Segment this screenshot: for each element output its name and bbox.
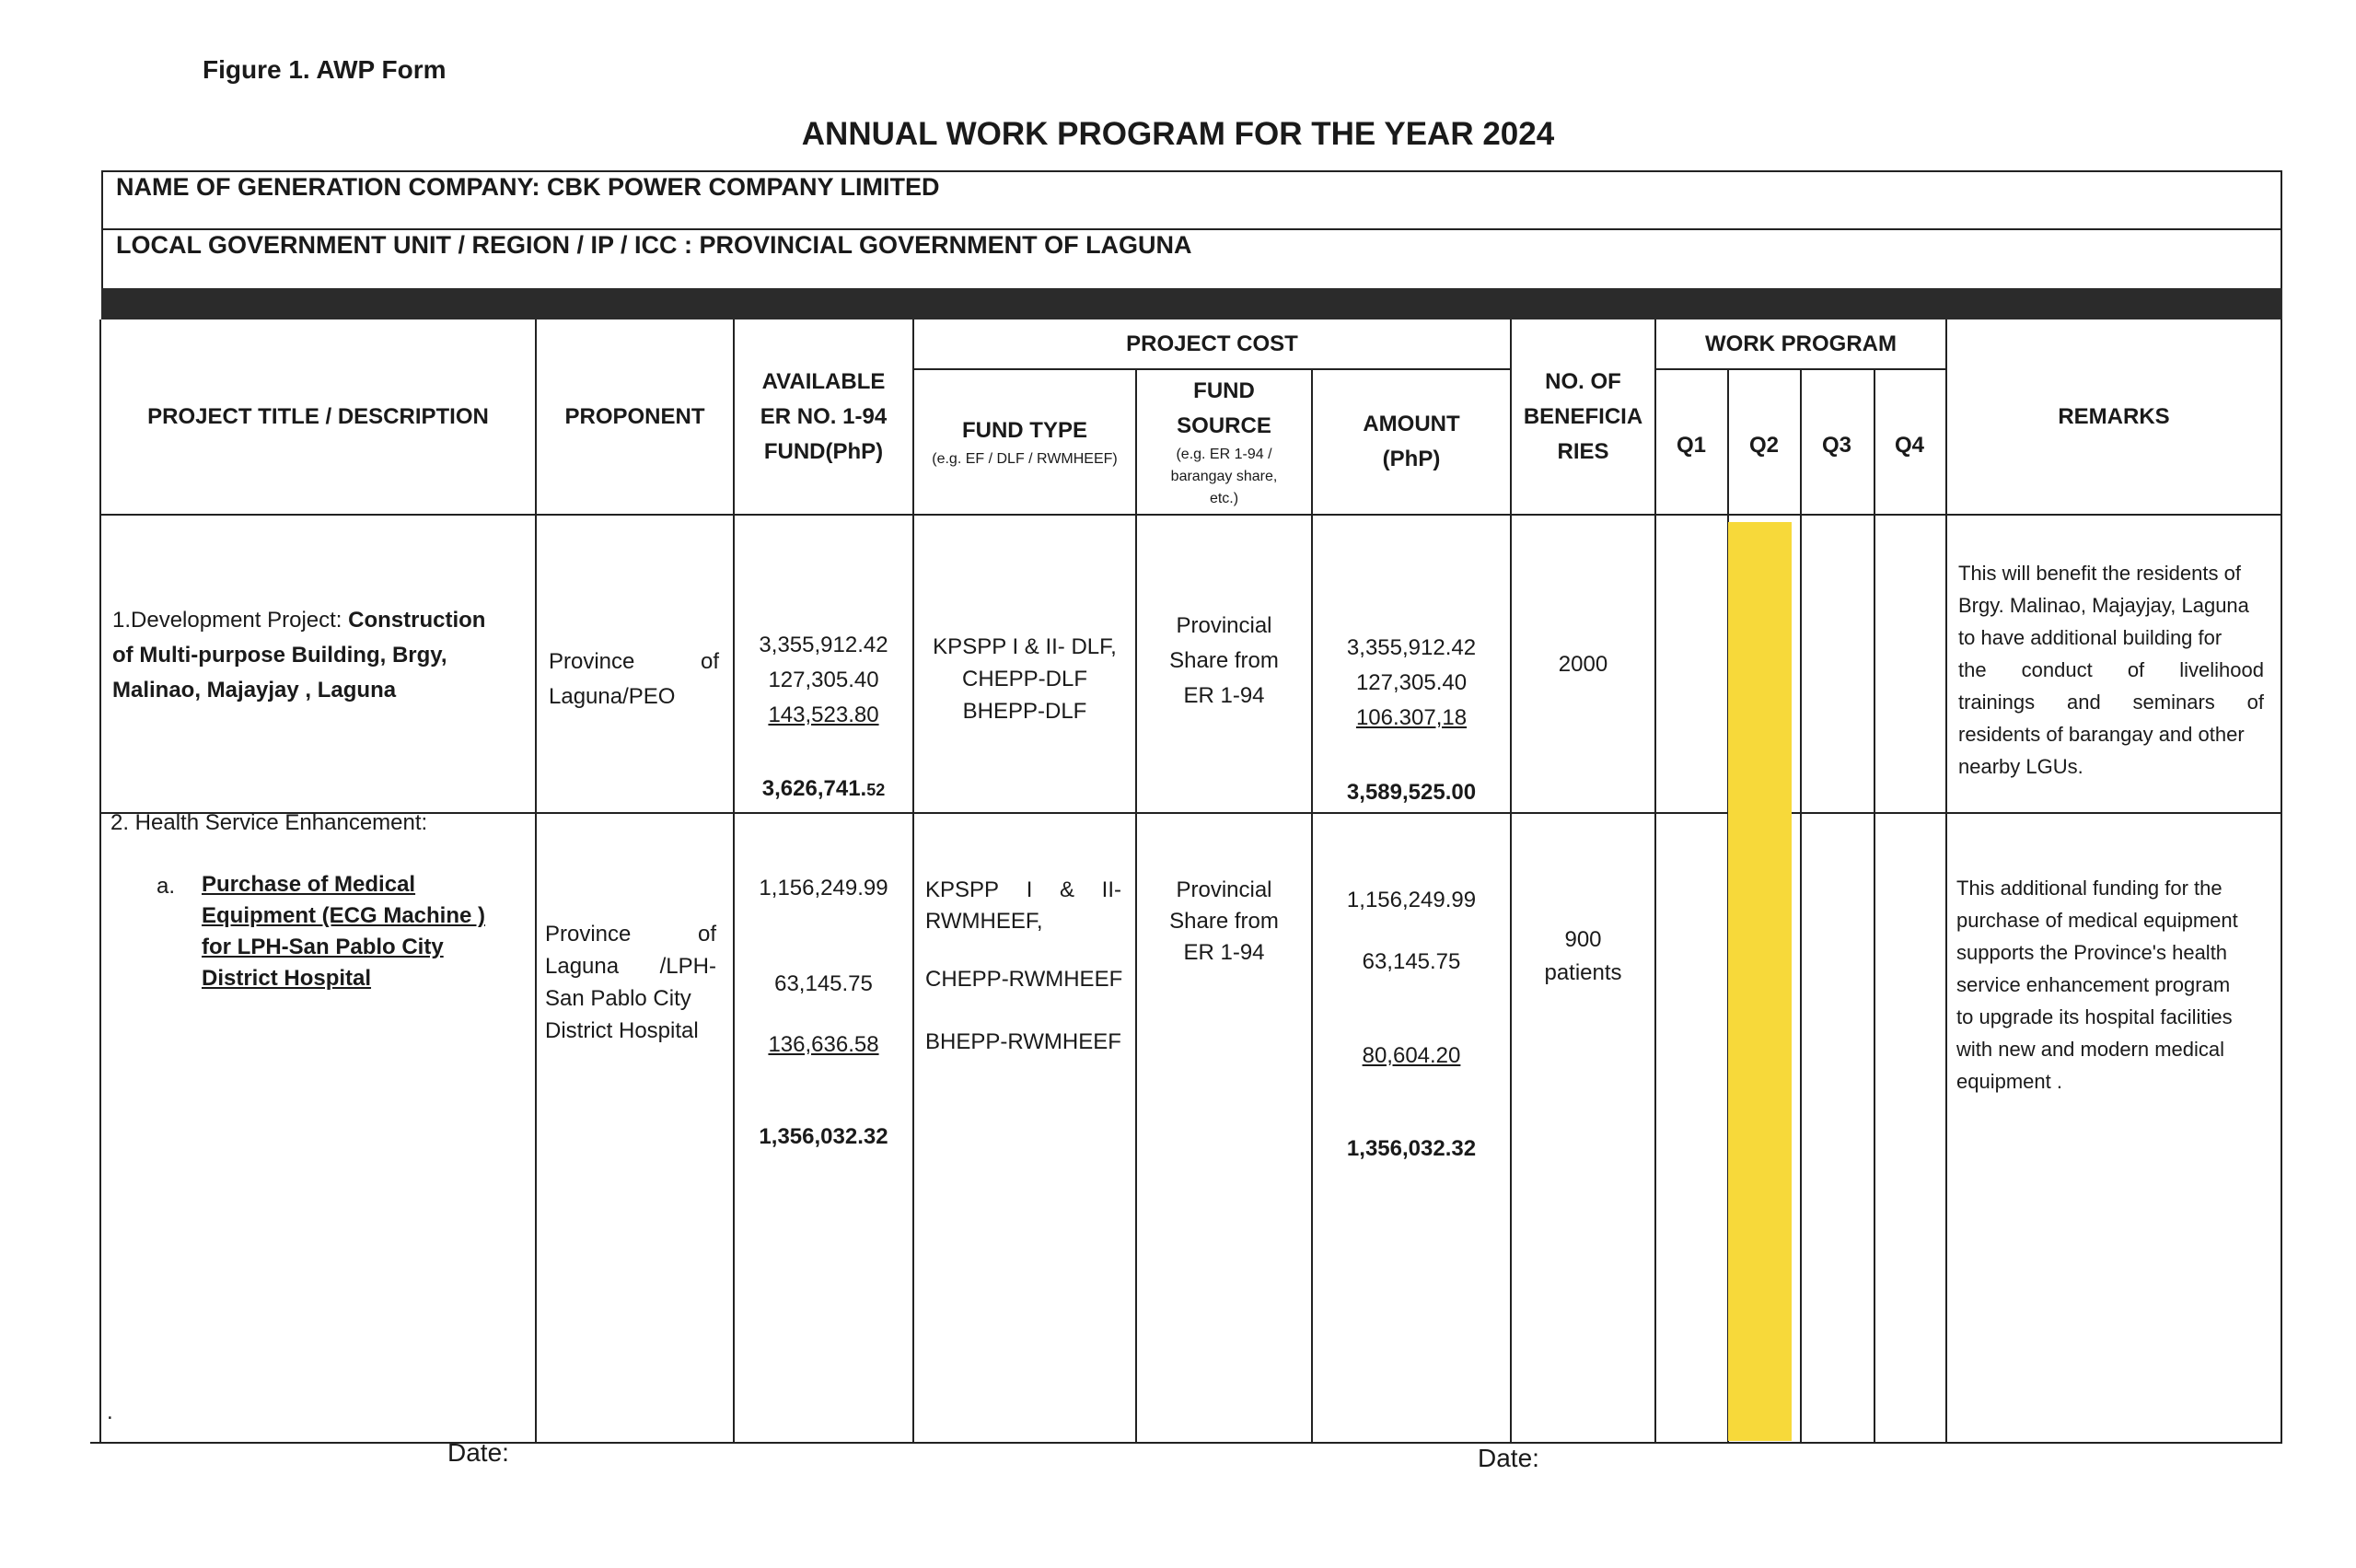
header-fund-source: FUND SOURCE (e.g. ER 1-94 / barangay share, etc.) — [1170, 378, 1278, 506]
grid-col-7 — [1654, 319, 1656, 1444]
header-work-program: WORK PROGRAM — [1705, 331, 1897, 356]
header-amount: AMOUNT (PhP) — [1363, 412, 1460, 471]
row2-available-3: 136,636.58 — [768, 1032, 879, 1057]
row2-remarks: This additional funding for the purchase of medical equipment supports the Province's health service enhancement program to upgrade its hospital facilities with new and modern medical equipment . — [1956, 877, 2238, 1093]
row2-amount-1: 1,156,249.99 — [1346, 888, 1477, 912]
figure-label: Figure 1. AWP Form — [203, 55, 447, 84]
row1-amount: 3,355,912.42 127,305.40 106.307,18 — [1346, 635, 1477, 730]
row2-item-title: Purchase of Medical Equipment (ECG Machine ) for LPH-San Pablo City District Hospital — [202, 872, 486, 991]
grid-col-12 — [2281, 319, 2282, 1444]
header-project-title: PROJECT TITLE / DESCRIPTION — [147, 403, 489, 429]
row2-available-total: 1,356,032.32 — [759, 1124, 888, 1149]
row2-amount-total: 1,356,032.32 — [1346, 1136, 1477, 1161]
row1-fund-type: KPSPP I & II- DLF, CHEPP-DLF BHEPP-DLF — [933, 634, 1117, 724]
table-top-border — [101, 170, 2282, 172]
table-bottom-line — [90, 1442, 2282, 1444]
row2-fund-source: Provincial Share from ER 1-94 — [1169, 877, 1279, 965]
company-name-row: NAME OF GENERATION COMPANY: CBK POWER COMPANY LIMITED — [116, 173, 940, 201]
lgu-row: LOCAL GOVERNMENT UNIT / REGION / IP / ICC : PROVINCIAL GOVERNMENT OF LAGUNA — [116, 231, 1192, 259]
date-right-label: Date: — [1478, 1444, 1539, 1472]
row2-amount-2: 63,145.75 — [1362, 949, 1461, 974]
header-bottom-line — [99, 514, 2282, 516]
row2-proponent: Province of Laguna /LPH- San Pablo City District Hospital — [545, 922, 716, 1043]
row1-available-fund: 3,355,912.42 127,305.40 143,523.80 — [759, 633, 888, 727]
row2-fund-type-1: KPSPP I & II- RWMHEEF, — [925, 877, 1121, 934]
row2-available-2: 63,145.75 — [774, 971, 873, 996]
row2-available-1: 1,156,249.99 — [759, 876, 888, 900]
header-q4: Q4 — [1894, 433, 1924, 458]
row1-available-total: 3,626,741.52 — [761, 776, 886, 801]
date-left-label: Date: — [447, 1438, 509, 1467]
header-available-fund: AVAILABLE ER NO. 1-94 FUND(PhP) — [760, 368, 888, 464]
row-divider — [101, 228, 2282, 230]
header-q3: Q3 — [1821, 433, 1851, 458]
header-beneficiaries: NO. OF BENEFICIA RIES — [1523, 368, 1643, 464]
header-proponent: PROPONENT — [564, 403, 705, 429]
row1-fund-source: Provincial Share from ER 1-94 — [1169, 613, 1279, 708]
row2-item-letter: a. — [157, 874, 176, 899]
row2-fund-type-2: CHEPP-RWMHEEF — [925, 967, 1123, 992]
page-title: ANNUAL WORK PROGRAM FOR THE YEAR 2024 — [801, 116, 1555, 152]
row2-beneficiaries: 900 patients — [1544, 927, 1622, 985]
row1-proponent: Province of Laguna/PEO — [549, 649, 719, 709]
grid-col-9 — [1800, 368, 1802, 1444]
row1-amount-total: 3,589,525.00 — [1346, 780, 1477, 805]
footer-dot: . — [107, 1400, 113, 1424]
header-project-cost: PROJECT COST — [1126, 331, 1298, 356]
row1-project-title: 1.Development Project: Construction of Multi-purpose Building, Brgy, Malinao, Majayjay , Laguna — [112, 608, 486, 703]
header-q1: Q1 — [1676, 433, 1706, 458]
header-q2: Q2 — [1748, 433, 1779, 458]
row2-section-title: 2. Health Service Enhancement: — [110, 810, 428, 835]
row2-fund-type-3: BHEPP-RWMHEEF — [925, 1029, 1121, 1054]
q2-highlight — [1728, 522, 1792, 1441]
grid-col-10 — [1874, 368, 1875, 1444]
row1-remarks: This will benefit the residents of Brgy. Malinao, Majayjay, Laguna to have additional building for the conduct of livelihood trainings and seminars of residents of barangay and other nearby LGUs. — [1958, 562, 2264, 778]
subheader-line-work — [1654, 368, 1947, 370]
header-divider-band — [101, 288, 2282, 319]
row1-beneficiaries: 2000 — [1558, 652, 1608, 677]
row2-amount-3: 80,604.20 — [1362, 1043, 1461, 1068]
header-fund-type: FUND TYPE (e.g. EF / DLF / RWMHEEF) — [932, 418, 1118, 467]
header-remarks: REMARKS — [2058, 403, 2170, 429]
